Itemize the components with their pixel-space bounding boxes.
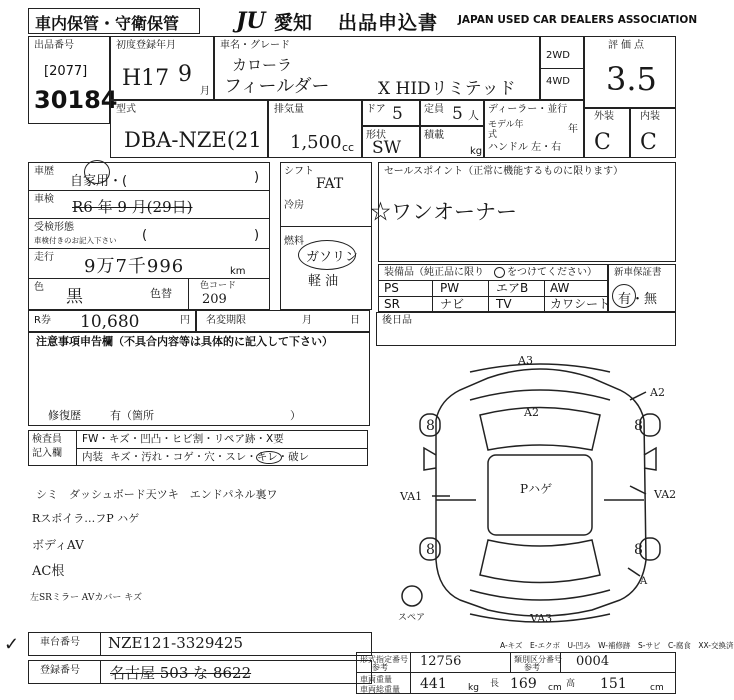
first-registration-year: H17	[122, 66, 170, 91]
month-unit: 月	[200, 86, 210, 97]
inspector-note-2: Rスポイラ…フP ハゲ	[32, 512, 140, 525]
yen-unit: 円	[180, 315, 190, 326]
mark-a-bottom: A	[640, 576, 648, 587]
tire-tread-rr: 8	[634, 542, 643, 558]
fw-defect-row: FW・キズ・凹凸・ヒビ割・リペア跡・X要	[82, 433, 284, 445]
tire-tread-fl: 8	[426, 418, 435, 434]
mileage-value: 9万7千996	[84, 256, 185, 277]
tire-tread-rl: 8	[426, 542, 435, 558]
spare-label: スペア	[398, 613, 426, 623]
notes-label: 注意事項申告欄（不具合内容等は具体的に記入して下さい）	[36, 335, 333, 348]
capacity-value: 5	[452, 104, 463, 124]
fuel-gasoline: ガソリン	[306, 250, 359, 265]
doors-value: 5	[392, 104, 403, 124]
recycle-value: 10,680	[80, 312, 140, 332]
car-name-label: 車名・グレード	[220, 40, 290, 51]
load-unit: kg	[470, 146, 483, 157]
color-code-label: 色コード	[200, 281, 237, 291]
inspector-note-3: ボディAV	[32, 538, 84, 552]
capacity-unit: 人	[468, 109, 479, 122]
inspector-note-1: シミ ダッシュボード天ツキ エンドパネル裏ワ	[36, 488, 278, 501]
year-unit: 年	[568, 124, 578, 135]
color-change-label: 色替	[150, 287, 172, 300]
chassis-label: 車台番号	[40, 637, 80, 648]
exterior-label: 外装	[594, 111, 614, 122]
mark-paint-peel: Pハゲ	[520, 482, 553, 496]
model-label: 型式	[116, 104, 136, 115]
displacement-label: 排気量	[274, 104, 304, 115]
receipt-sub: 車検付きのお記入下さい	[34, 236, 117, 245]
registration-label: 登録番号	[40, 665, 80, 676]
interior-label: 内装	[640, 111, 660, 122]
shape-label: 形状	[366, 130, 386, 141]
height-value: 151	[600, 676, 627, 692]
category-value: 0004	[576, 654, 610, 669]
category-label: 類別区分番号	[514, 655, 562, 664]
type-designation-label: 形式指定番号	[360, 655, 408, 664]
org-english-name: JAPAN USED CAR DEALERS ASSOCIATION	[458, 14, 698, 26]
fuel-diesel: 軽 油	[308, 274, 339, 289]
history-value: 自家用・(	[70, 174, 128, 189]
shape-value: SW	[372, 138, 402, 158]
equipment-item: エアB	[496, 281, 529, 295]
name-change-day-unit: 日	[350, 315, 360, 326]
car-name-line2: フィールダー	[224, 76, 330, 97]
length-value: 169	[510, 676, 537, 692]
km-unit: km	[230, 266, 246, 277]
inspector-note-4: AC根	[32, 564, 65, 579]
weight-label: 車両重量	[360, 675, 392, 684]
lot-subnumber: [2077]	[44, 64, 88, 79]
mark-a2-right: A2	[650, 386, 665, 399]
tire-tread-fr: 8	[634, 418, 643, 434]
interior-grade: C	[640, 130, 657, 155]
lot-number-label: 出品番号	[34, 40, 74, 51]
warranty-label: 新車保証書	[614, 267, 662, 278]
receipt-label: 受検形態	[34, 222, 74, 233]
doors-label: ドア	[366, 104, 386, 115]
inspector-label-2: 記入欄	[32, 448, 62, 459]
mark-va3-bottom: VA3	[530, 612, 553, 625]
color-label: 色	[34, 282, 44, 293]
drive-2wd: 2WD	[546, 50, 570, 61]
equipment-item: ナビ	[440, 297, 465, 311]
car-name-line1: カローラ	[232, 56, 293, 74]
cooler-label: 冷房	[284, 200, 304, 211]
type-designation-value: 12756	[420, 654, 462, 669]
category-sub: 参考	[524, 663, 540, 672]
length-label: 長	[490, 679, 500, 689]
recycle-label: R券	[34, 315, 51, 326]
equipment-label-2: をつけてください）	[507, 267, 597, 278]
cc-unit: cc	[342, 141, 355, 154]
drive-4wd: 4WD	[546, 76, 570, 87]
repair-history-label: 修復歴	[48, 409, 81, 422]
inspection-label: 車検	[34, 194, 54, 205]
equipment-item: カワシート	[550, 297, 611, 311]
weight-unit: kg	[468, 683, 479, 693]
inner-defect-row: キズ・汚れ・コゲ・穴・スレ・キレ・破レ	[110, 451, 310, 463]
sales-point-label: セールスポイント（正常に機能するものに限ります）	[384, 166, 624, 177]
mark-va1-left: VA1	[400, 490, 423, 503]
check-mark-icon: ✓	[4, 634, 20, 655]
capacity-label: 定員	[424, 104, 444, 115]
chassis-number: NZE121-3329425	[108, 634, 243, 652]
inspection-value: R6 年 9 月(29日)	[72, 198, 193, 216]
mileage-label: 走行	[34, 252, 54, 263]
shift-label: シフト	[284, 166, 314, 177]
equipment-item: TV	[496, 297, 512, 311]
equipment-item: PW	[440, 281, 460, 295]
org-name: 愛知	[274, 12, 313, 34]
color-value: 黒	[66, 287, 83, 307]
lot-number: 30184	[34, 86, 118, 114]
total-weight-label: 車両総重量	[360, 685, 400, 694]
warranty-value: 有・無	[618, 292, 658, 307]
height-unit: cm	[650, 683, 664, 693]
damage-legend: A-キズ E-エクボ U-凹み W-補修跡 S-サビ C-腐食 XX-交換済	[500, 641, 734, 650]
shift-value: FAT	[316, 176, 344, 192]
first-registration-month: 9	[178, 62, 192, 87]
ju-logo: JU	[236, 8, 266, 34]
load-label: 積載	[424, 130, 444, 141]
length-unit: cm	[548, 683, 562, 693]
handle-label: ハンドル 左・右	[488, 142, 562, 153]
registration-number: 名古屋 503 な 8622	[110, 664, 252, 682]
score-value: 3.5	[606, 60, 657, 98]
first-registration-label: 初度登録年月	[116, 40, 176, 51]
sales-point-value: ☆ワンオーナー	[370, 200, 517, 224]
inner-label: 内装	[82, 451, 103, 463]
history-label: 車歴	[34, 166, 54, 177]
rear-items-label: 後日品	[382, 315, 412, 326]
type-designation-sub: 参考	[372, 663, 388, 672]
grade: X HIDリミテッド	[378, 79, 516, 99]
color-code-value: 209	[202, 292, 227, 307]
equipment-item: SR	[384, 297, 400, 311]
repair-history-close: ）	[290, 409, 301, 422]
score-label: 評価点	[608, 40, 647, 51]
weight-value: 441	[420, 676, 447, 692]
model-year-label: モデル年式	[488, 120, 524, 140]
mark-a2-roof: A2	[524, 406, 539, 419]
displacement-value: 1,500	[290, 132, 342, 153]
fuel-label: 燃料	[284, 236, 304, 247]
equipment-item: AW	[550, 281, 570, 295]
mark-a3-top: A3	[518, 354, 533, 367]
storage-type-label: 車内保管・守衛保管	[28, 8, 200, 34]
mark-va2-right: VA2	[654, 488, 677, 501]
inspector-label-1: 検査員	[32, 434, 62, 445]
exterior-grade: C	[594, 130, 611, 155]
model-value: DBA-NZE(21	[124, 128, 262, 152]
inspector-note-5: 左SRミラー AVカバー キズ	[30, 593, 143, 603]
name-change-month-unit: 月	[302, 315, 312, 326]
dealer-label: ディーラー・並行	[488, 104, 568, 115]
repair-history-value: 有（箇所	[110, 409, 154, 422]
height-label: 高	[566, 679, 576, 689]
equipment-label: 装備品（純正品に限り	[384, 267, 484, 278]
equipment-item: PS	[384, 281, 399, 295]
document-title: 出品申込書	[338, 12, 439, 34]
name-change-label: 名変期限	[206, 315, 246, 326]
